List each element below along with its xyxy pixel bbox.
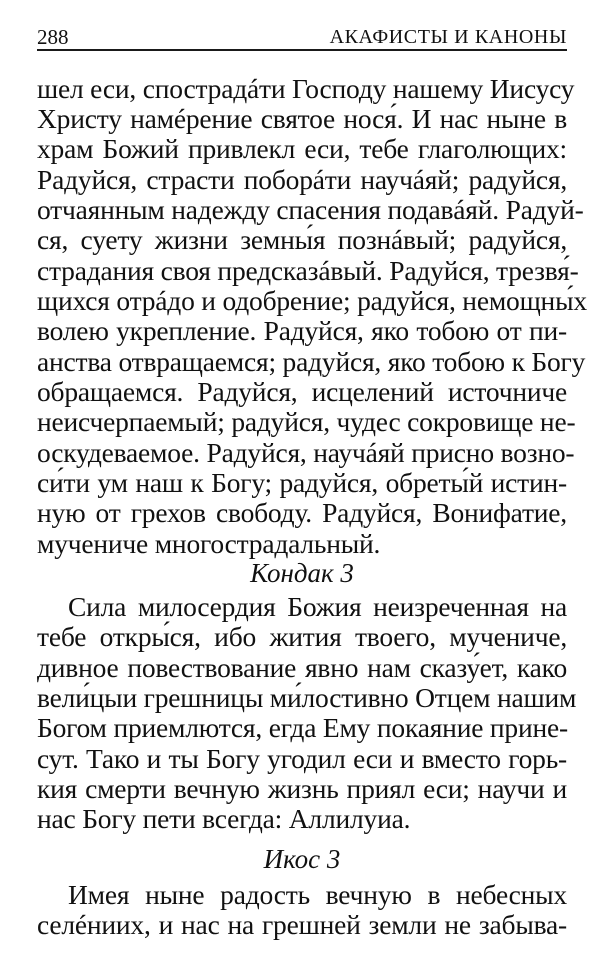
text-line: отчаянным надежду спасения подавáяй. Радуй- xyxy=(37,194,584,225)
page-number: 288 xyxy=(37,25,69,49)
text-line: ную от грехов свободу. Радуйся, Вонифатие, xyxy=(37,497,567,528)
text-line: си́ти ум наш к Богу; радуйся, обреты́й истин- xyxy=(37,467,567,498)
text-line: щихся отрáдо и одобрение; радуйся, немощны́х xyxy=(37,285,587,316)
running-title: АКАФИСТЫ И КАНОНЫ xyxy=(329,26,567,48)
text-line: вели́цыи грешницы ми́лостивно Отцем нашим xyxy=(37,682,577,713)
text-line: нас Богу пети всегда: Аллилуиа. xyxy=(37,803,411,834)
text-line: анства отвращаемся; радуйся, яко тобою к Богу xyxy=(37,346,586,377)
text-line: Имея ныне радость вечную в небесных xyxy=(68,879,567,910)
text-line: шел еси, спострадáти Господу нашему Иисусу xyxy=(37,73,575,104)
text-line: кия смерти вечную жизнь приял еси; научи и xyxy=(37,773,567,804)
text-line: оскудеваемое. Радуйся, научáяй присно возно- xyxy=(37,437,575,468)
section-heading-kondak-3: Кондак 3 xyxy=(250,558,354,588)
text-line: дивное повествование явно нам сказу́ет, како xyxy=(37,652,567,683)
text-line: мучениче многострадальный. xyxy=(37,528,381,559)
text-line: Сила милосердия Божия неизреченная на xyxy=(68,591,567,622)
text-line: Радуйся, страсти поборáти научáяй; радуйся, xyxy=(37,164,567,195)
text-line: обращаемся. Радуйся, исцелений источниче xyxy=(37,376,567,407)
text-line: волею укрепление. Радуйся, яко тобою от пи- xyxy=(37,315,567,346)
text-line: храм Божий привлекл еси, тебе глаголющих: xyxy=(37,133,567,164)
running-head xyxy=(37,25,567,51)
text-line: селéниих, и нас на грешней земли не забыва- xyxy=(37,909,567,940)
text-line: тебе откры́ся, ибо жития твоего, мучениче, xyxy=(37,621,567,652)
text-line: Христу намéрение святое нося́. И нас ныне в xyxy=(37,103,567,134)
section-heading-ikos-3: Икос 3 xyxy=(263,844,341,874)
text-line: Богом приемлются, егда Ему покаяние прине- xyxy=(37,712,568,743)
text-line: страдания своя предсказáвый. Радуйся, трезвя́- xyxy=(37,255,579,286)
text-line: сут. Тако и ты Богу угодил еси и вместо горь- xyxy=(37,743,567,774)
text-line: ся, суету жизни земны́я познáвый; радуйся, xyxy=(37,224,567,255)
text-line: неисчерпаемый; радуйся, чудес сокровище не- xyxy=(37,406,576,437)
